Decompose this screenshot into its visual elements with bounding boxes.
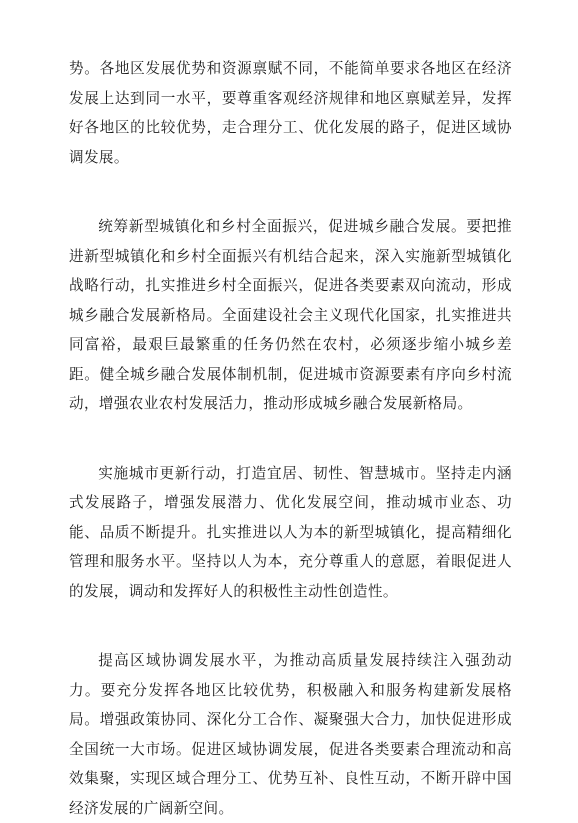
paragraph-4: 提高区域协调发展水平，为推动高质量发展持续注入强劲动力。要充分发挥各地区比较优势，积极融入和服务构建新发展格局。增强政策协同、深化分工合作、凝聚强大合力，加快促进形成全国统一大市场。促进区域协调发展，促进各类要素合理流动和高效集聚，实现区域合理分工、优势互补、良性互动，不断开辟中国经济发展的广阔新空间。: [69, 652, 512, 817]
paragraph-2: 统筹新型城镇化和乡村全面振兴，促进城乡融合发展。要把推进新型城镇化和乡村全面振兴有机结合起来，深入实施新型城镇化战略行动，扎实推进乡村全面振兴，促进各类要素双向流动，形成城乡融合发展新格局。全面建设社会主义现代化国家，扎实推进共同富裕，最艰巨最繁重的任务仍然在农村，必须逐步缩小城乡差距。健全城乡融合发展体制机制，促进城市资源要素有序向乡村流动，增强农业农村发展活力，推动形成城乡融合发展新格局。: [69, 218, 512, 412]
paragraph-3: 实施城市更新行动，打造宜居、韧性、智慧城市。坚持走内涵式发展路子，增强发展潜力、优化发展空间，推动城市业态、功能、品质不断提升。扎实推进以人为本的新型城镇化，提高精细化管理和服务水平。坚持以人为本，充分尊重人的意愿，着眼促进人的发展，调动和发挥好人的积极性主动性创造性。: [69, 464, 512, 600]
paragraph-1: 势。各地区发展优势和资源禀赋不同，不能简单要求各地区在经济发展上达到同一水平，要尊重客观经济规律和地区禀赋差异，发挥好各地区的比较优势，走合理分工、优化发展的路子，促进区域协调发展。: [69, 60, 512, 166]
